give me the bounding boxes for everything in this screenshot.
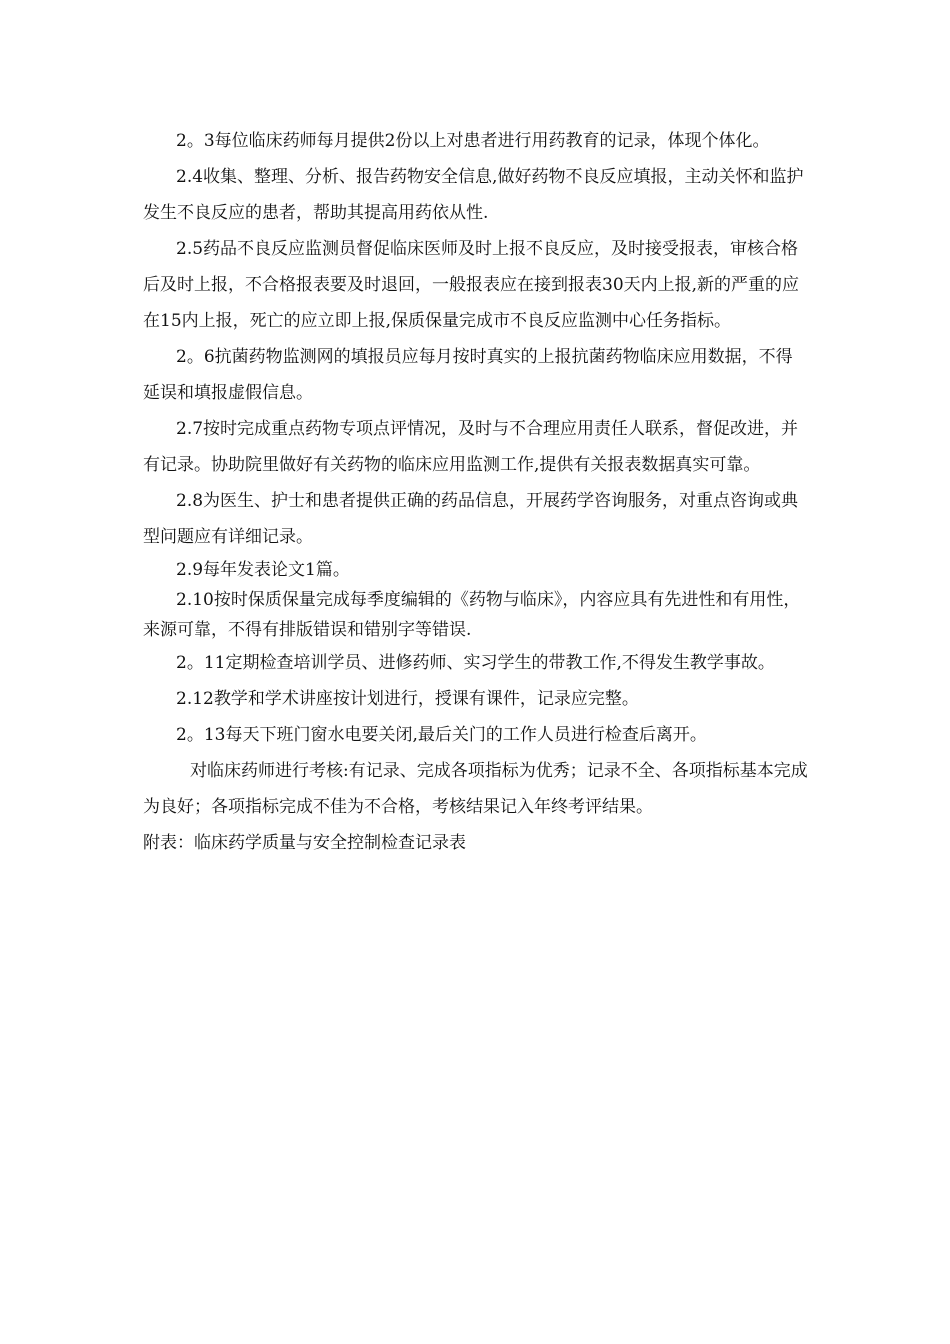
- paragraph-2-4: 2.4收集、整理、分析、报告药物安全信息,做好药物不良反应填报，主动关怀和监护发生不良反应的患者，帮助其提高用药依从性.: [143, 167, 804, 223]
- paragraph-2-12: 2.12教学和学术讲座按计划进行，授课有课件，记录应完整。: [176, 689, 639, 709]
- paragraph-2-6: 2。6抗菌药物监测网的填报员应每月按时真实的上报抗菌药物临床应用数据，不得延误和填报虚假信息。: [143, 347, 793, 403]
- paragraph-2-3: 2。3每位临床药师每月提供2份以上对患者进行用药教育的记录，体现个体化。: [176, 131, 770, 151]
- paragraph-2-7: 2.7按时完成重点药物专项点评情况，及时与不合理应用责任人联系，督促改进，并有记录。协助院里做好有关药物的临床应用监测工作,提供有关报表数据真实可靠。: [143, 419, 799, 475]
- paragraph-2-13: 2。13每天下班门窗水电要关闭,最后关门的工作人员进行检查后离开。: [176, 725, 707, 745]
- document-body: [143, 123, 808, 861]
- paragraph-attachment: 附表：临床药学质量与安全控制检查记录表: [143, 833, 466, 853]
- paragraph-2-9: 2.9每年发表论文1篇。: [176, 560, 350, 580]
- paragraph-2-5: 2.5药品不良反应监测员督促临床医师及时上报不良反应，及时接受报表，审核合格后及时上报，不合格报表要及时退回，一般报表应在接到报表30天内上报,新的严重的应在15内上报，死亡的应立即上报,保质保量完成市不良反应监测中心任务指标。: [143, 239, 800, 331]
- paragraph-2-10: 2.10按时保质保量完成每季度编辑的《药物与临床》，内容应具有先进性和有用性，来源可靠，不得有排版错误和错别字等错误.: [143, 590, 801, 640]
- paragraph-assessment: 对临床药师进行考核:有记录、完成各项指标为优秀；记录不全、各项指标基本完成为良好；各项指标完成不佳为不合格，考核结果记入年终考评结果。: [143, 761, 808, 817]
- paragraph-2-8: 2.8为医生、护士和患者提供正确的药品信息，开展药学咨询服务，对重点咨询或典型问题应有详细记录。: [143, 491, 799, 547]
- paragraph-2-11: 2。11定期检查培训学员、进修药师、实习学生的带教工作,不得发生教学事故。: [176, 653, 775, 673]
